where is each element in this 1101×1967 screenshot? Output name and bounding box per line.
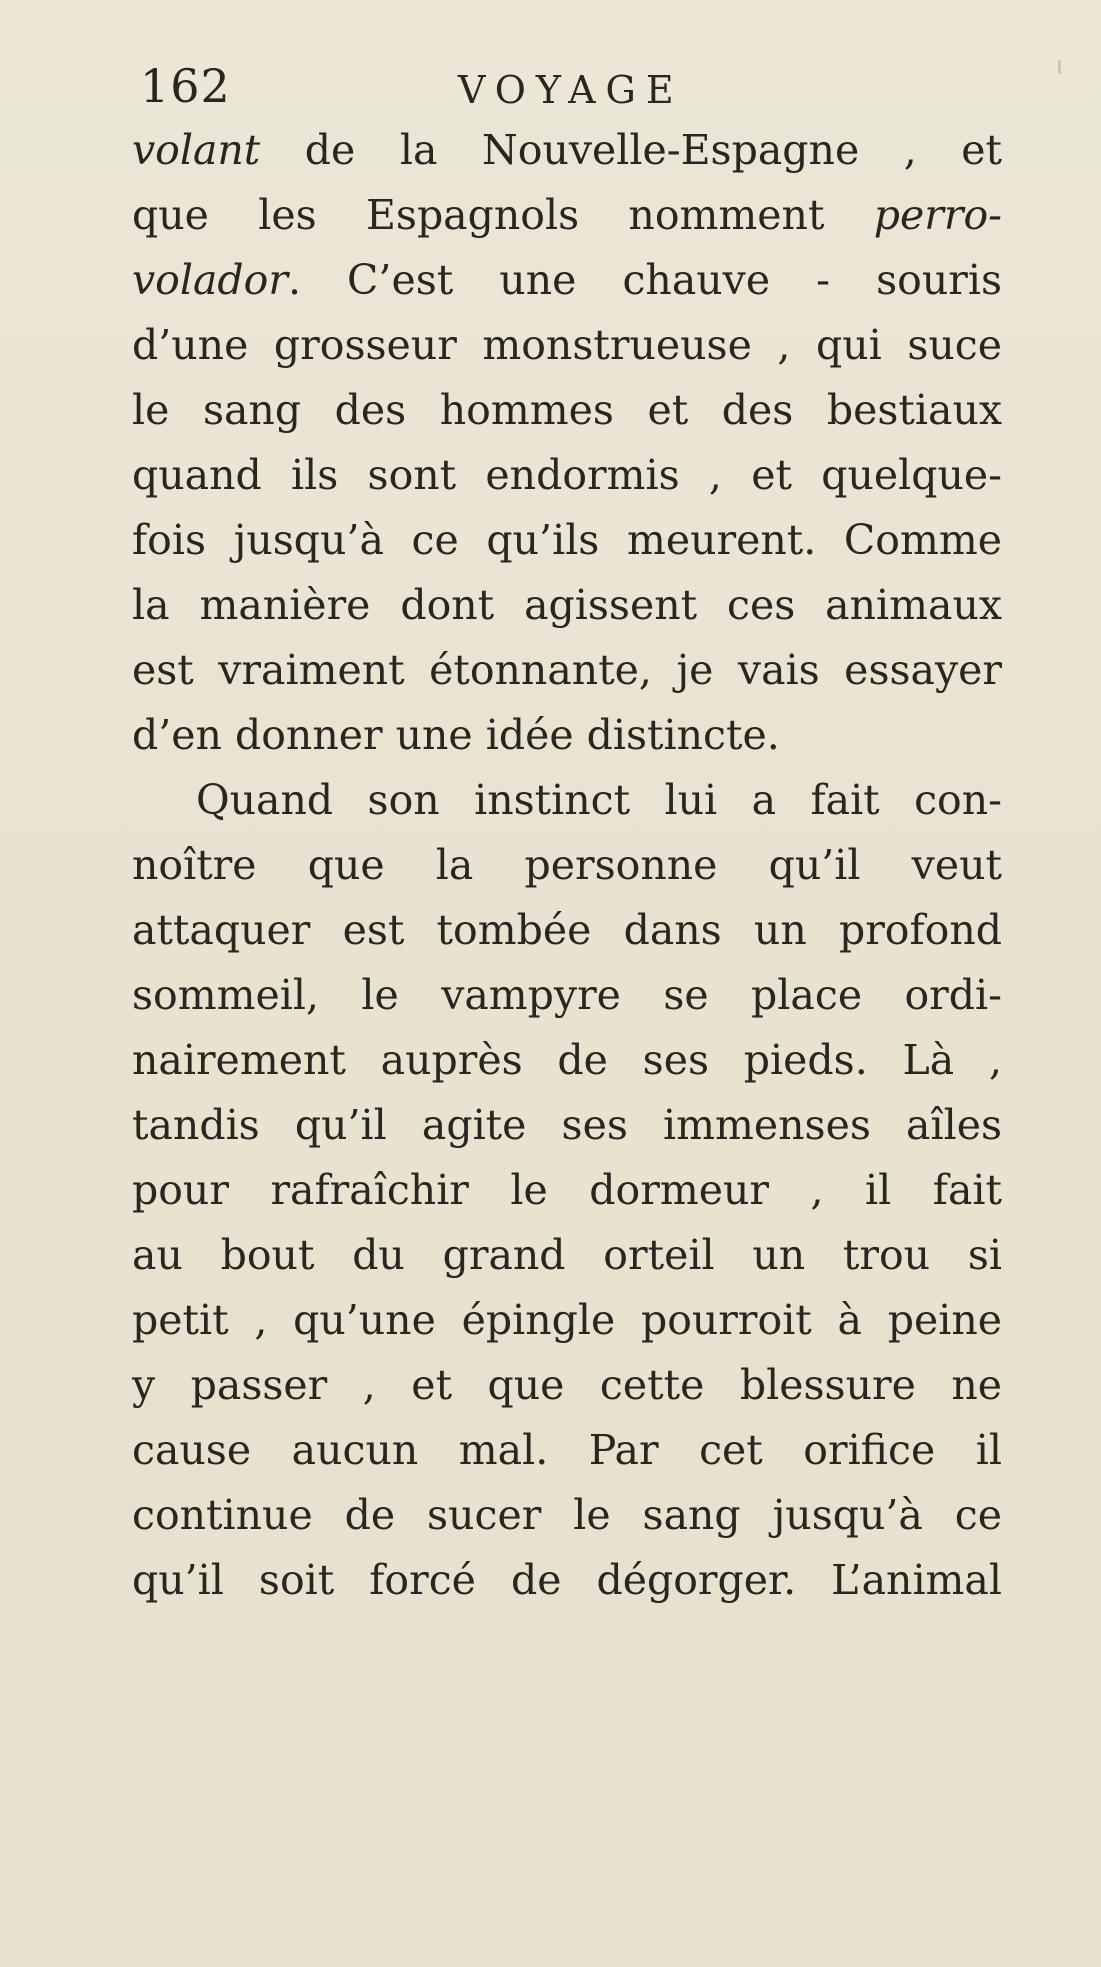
text-line: nairement auprès de ses pieds. Là , bbox=[132, 1036, 1002, 1084]
text-line: qu’il soit forcé de dégorger. L’animal bbox=[132, 1556, 1002, 1604]
text-line: tandis qu’il agite ses immenses aîles bbox=[132, 1101, 1002, 1149]
text-line: sommeil, le vampyre se place ordi- bbox=[132, 971, 1002, 1019]
page-number: 162 bbox=[140, 59, 231, 113]
text-line: fois jusqu’à ce qu’ils meurent. Comme bbox=[132, 516, 1002, 564]
text-line: le sang des hommes et des bestiaux bbox=[132, 386, 1002, 434]
body-text bbox=[132, 118, 1002, 1613]
text-line: noître que la personne qu’il veut bbox=[132, 841, 1002, 889]
paper-mark bbox=[1058, 60, 1061, 74]
line-text: que les Espagnols nomment bbox=[132, 191, 874, 239]
text-line: au bout du grand orteil un trou si bbox=[132, 1231, 1002, 1279]
text-line: cause aucun mal. Par cet orifice il bbox=[132, 1426, 1002, 1474]
italic-word: volador bbox=[132, 256, 288, 304]
text-line: Quand son instinct lui a fait con- bbox=[196, 776, 1002, 824]
paragraph-1 bbox=[132, 118, 1002, 768]
running-title: VOYAGE bbox=[458, 68, 684, 112]
text-line: pour rafraîchir le dormeur , il fait bbox=[132, 1166, 1002, 1214]
text-line: y passer , et que cette blessure ne bbox=[132, 1361, 1002, 1409]
text-line: est vraiment étonnante, je vais essayer bbox=[132, 646, 1002, 694]
text-line bbox=[132, 183, 1002, 248]
italic-word: volant bbox=[132, 126, 261, 174]
text-line: quand ils sont endormis , et quelque- bbox=[132, 451, 1002, 499]
line-text: . C’est une chauve - souris bbox=[287, 256, 1002, 304]
text-line: d’en donner une idée distincte. bbox=[132, 711, 780, 759]
text-line: continue de sucer le sang jusqu’à ce bbox=[132, 1491, 1002, 1539]
text-line: la manière dont agissent ces animaux bbox=[132, 581, 1002, 629]
page-header bbox=[140, 56, 1040, 116]
text-line bbox=[132, 248, 1002, 313]
line-text: de la Nouvelle-Espagne , et bbox=[260, 126, 1002, 174]
text-line: attaquer est tombée dans un profond bbox=[132, 906, 1002, 954]
text-line: petit , qu’une épingle pourroit à peine bbox=[132, 1296, 1002, 1344]
text-line: d’une grosseur monstrueuse , qui suce bbox=[132, 321, 1002, 369]
paragraph-2 bbox=[132, 768, 1002, 1613]
italic-word: perro- bbox=[873, 191, 1002, 239]
text-line bbox=[132, 118, 1002, 183]
